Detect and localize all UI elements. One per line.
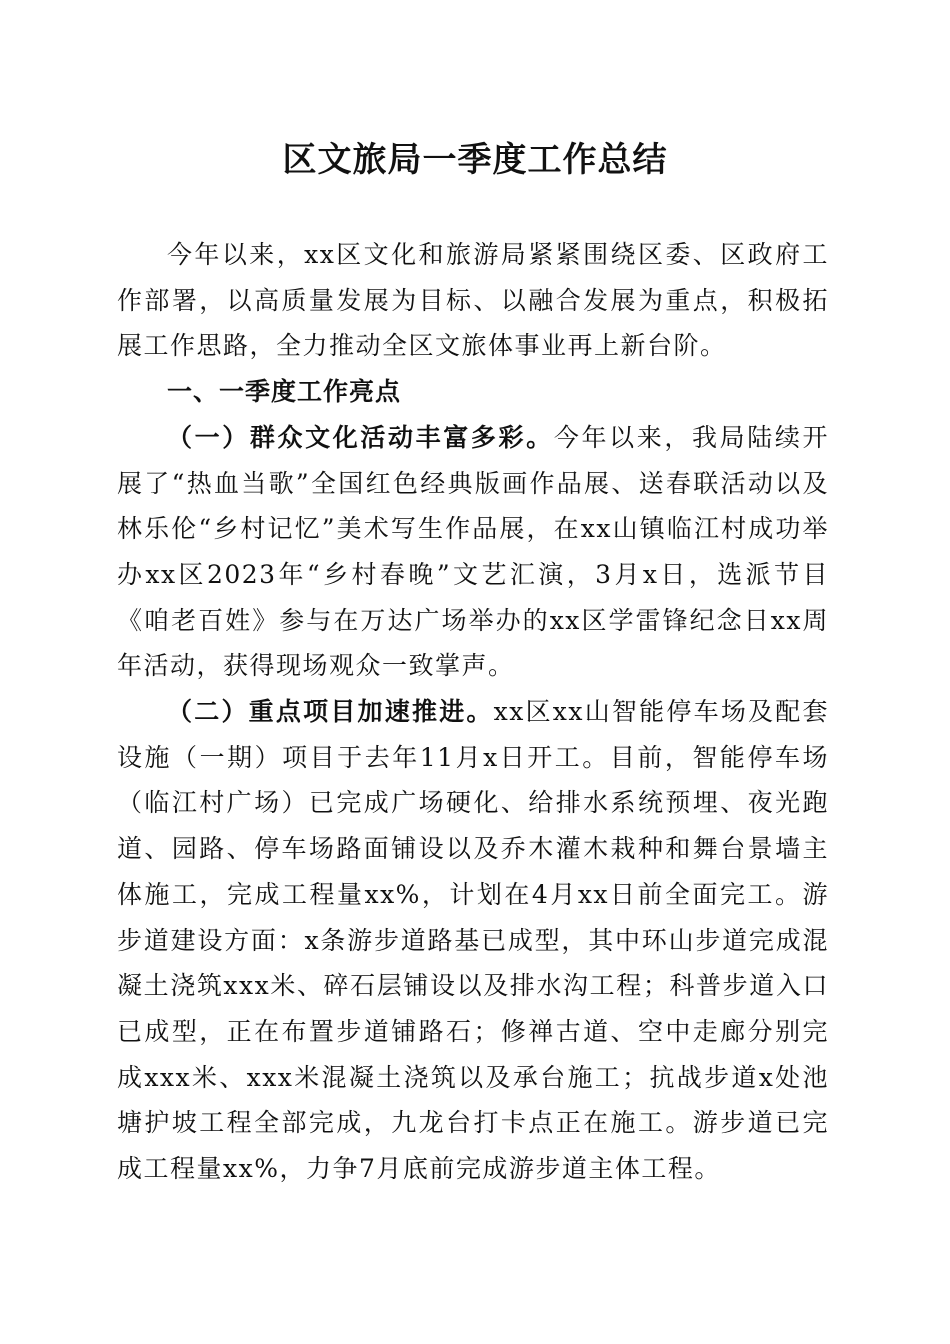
document-body [117, 232, 829, 1192]
highlight-paragraph-2 [117, 689, 829, 1192]
highlight-text-2: xx区xx山智能停车场及配套设施（一期）项目于去年11月x日开工。目前，智能停车场（临江村广场）已完成广场硬化、给排水系统预埋、夜光跑道、园路、停车场路面铺设以及乔木灌木栽种和舞台景墙主体施工，完成工程量xx%，计划在4月xx日前全面完工。游步道建设方面：x条游步道路基已成型，其中环山步道完成混凝土浇筑xxx米、碎石层铺设以及排水沟工程；科普步道入口已成型，正在布置步道铺路石；修禅古道、空中走廊分别完成xxx米、xxx米混凝土浇筑以及承台施工；抗战步道x处池塘护坡工程全部完成，九龙台打卡点正在施工。游步道已完成工程量xx%，力争7月底前完成游步道主体工程。 [117, 697, 829, 1184]
highlight-paragraph-1 [117, 415, 829, 689]
section-heading: 一、一季度工作亮点 [167, 377, 402, 407]
highlight-text-1: 今年以来，我局陆续开展了“热血当歌”全国红色经典版画作品展、送春联活动以及林乐伦“乡村记忆”美术写生作品展，在xx山镇临江村成功举办xx区2023年“乡村春晚”文艺汇演，3月x日，选派节目《咱老百姓》参与在万达广场举办的xx区学雷锋纪念日xx周年活动，获得现场观众一致掌声。 [117, 422, 829, 681]
highlight-lead-2: （二）重点项目加速推进。 [167, 697, 494, 727]
highlight-lead-1: （一）群众文化活动丰富多彩。 [167, 422, 554, 452]
document-title: 区文旅局一季度工作总结 [282, 140, 668, 180]
intro-paragraph: 今年以来，xx区文化和旅游局紧紧围绕区委、区政府工作部署，以高质量发展为目标、以融合发展为重点，积极拓展工作思路，全力推动全区文旅体事业再上新台阶。 [117, 240, 829, 361]
